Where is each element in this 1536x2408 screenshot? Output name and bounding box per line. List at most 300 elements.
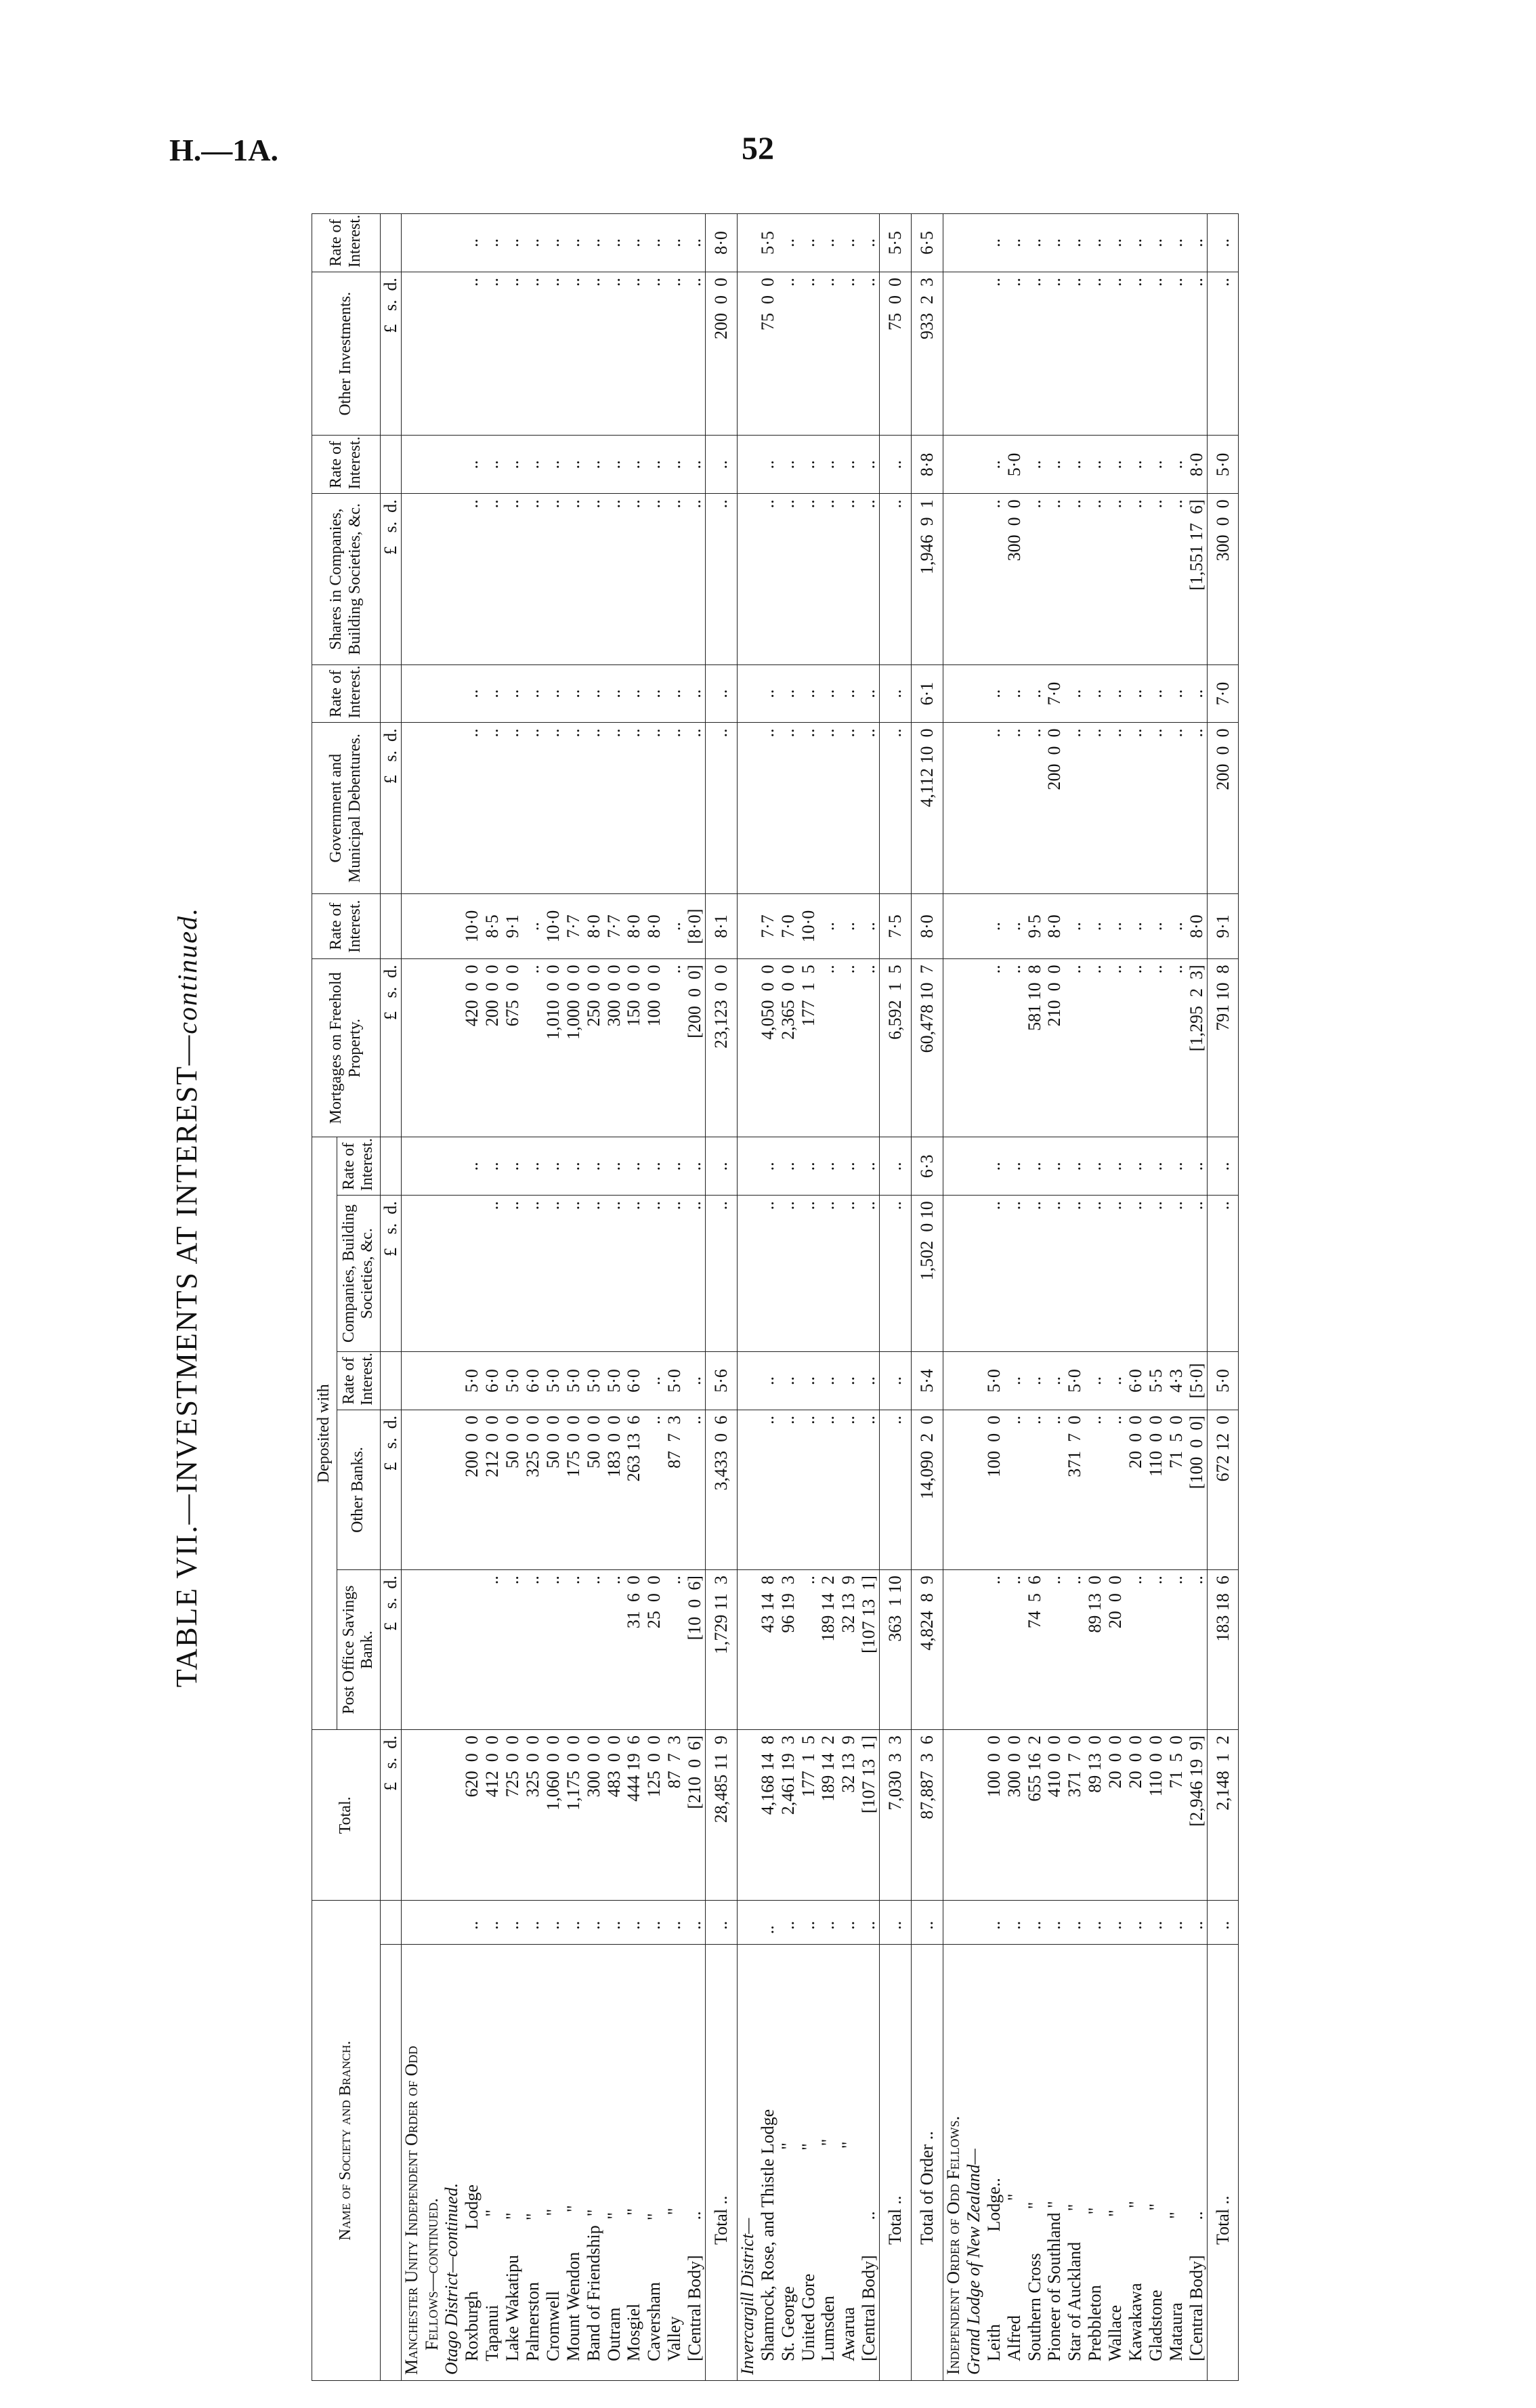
- oth-cell: 200 0 0: [706, 272, 738, 436]
- banks-cell: ..: [644, 1410, 664, 1569]
- rate-cell: 8·8: [912, 436, 943, 494]
- leader-dots: ..: [503, 1901, 523, 1944]
- rate-cell: 8·0: [1187, 436, 1207, 494]
- rate-cell: ..: [1146, 1137, 1166, 1196]
- rate-cell: ..: [685, 664, 705, 723]
- rate-cell: 8·0: [1044, 893, 1065, 959]
- sh-cell: [943, 494, 963, 664]
- mort-cell: ..: [523, 959, 543, 1137]
- comp-cell: ..: [838, 1196, 859, 1352]
- rate-cell: 9·5: [1025, 893, 1045, 959]
- post-cell: 31 6 0: [624, 1570, 644, 1730]
- sh-cell: ..: [1025, 494, 1045, 664]
- oth-cell: [442, 272, 462, 436]
- gov-cell: ..: [543, 723, 563, 893]
- table-title-main: TABLE VII.—INVESTMENTS AT INTEREST—: [170, 1034, 203, 1688]
- total-cell: 100 0 0: [984, 1730, 1004, 1901]
- total-cell: 20 0 0: [1126, 1730, 1146, 1901]
- post-cell: 1,729 11 3: [706, 1570, 738, 1730]
- rate-cell: ..: [1025, 214, 1045, 272]
- rate-cell: ..: [1085, 1137, 1105, 1196]
- oth-cell: ..: [1105, 272, 1126, 436]
- comp-cell: ..: [543, 1196, 563, 1352]
- empty-cell: [380, 436, 401, 494]
- rate-cell: ..: [859, 664, 879, 723]
- rate-cell: ..: [1004, 664, 1025, 723]
- col-mortgages-header: Mortgages on Freehold Property.: [312, 959, 381, 1137]
- post-cell: 96 19 3: [778, 1570, 798, 1730]
- gov-cell: ..: [706, 723, 738, 893]
- gov-cell: [964, 723, 984, 893]
- col-companies-header: Companies, Building Societies, &c.: [337, 1196, 380, 1352]
- row-name: [Central Body] ..: [859, 1944, 879, 2380]
- oth-cell: ..: [1085, 272, 1105, 436]
- row-name: Mataura ": [1166, 1944, 1187, 2380]
- lsd-unit-label: £ s. d.: [380, 1410, 401, 1569]
- oth-cell: ..: [685, 272, 705, 436]
- banks-cell: ..: [1044, 1410, 1065, 1569]
- rate-cell: ..: [503, 664, 523, 723]
- empty-cell: [380, 1901, 401, 1944]
- table-row: [624, 214, 644, 2381]
- rate-cell: ..: [1207, 1137, 1239, 1196]
- rate-cell: ..: [1065, 214, 1085, 272]
- rate-cell: 4·3: [1166, 1352, 1187, 1410]
- leader-dots: ..: [543, 1901, 563, 1944]
- total-cell: 300 0 0: [584, 1730, 604, 1901]
- mort-cell: ..: [984, 959, 1004, 1137]
- rate-cell: 5·4: [912, 1352, 943, 1410]
- rate-cell: 5·5: [1146, 1352, 1166, 1410]
- post-cell: [422, 1570, 442, 1730]
- row-name: Mosgiel ": [624, 1944, 644, 2380]
- total-cell: [401, 1730, 421, 1901]
- total-cell: 87 7 3: [664, 1730, 685, 1901]
- rate-cell: ..: [1187, 214, 1207, 272]
- row-name: Palmerston ": [523, 1944, 543, 2380]
- gov-cell: ..: [644, 723, 664, 893]
- lsd-unit-label: £ s. d.: [380, 494, 401, 664]
- table-row: [604, 214, 624, 2381]
- sh-cell: ..: [880, 494, 912, 664]
- gov-cell: [737, 723, 757, 893]
- comp-cell: ..: [1044, 1196, 1065, 1352]
- rate-cell: ..: [706, 1137, 738, 1196]
- col-deposited-header: Deposited with: [312, 1137, 337, 1730]
- rate-cell: ..: [604, 1137, 624, 1196]
- row-name: Fellows—continued.: [422, 1944, 442, 2380]
- table-row: [1044, 214, 1065, 2381]
- table-row: [798, 214, 819, 2381]
- gov-cell: 200 0 0: [1044, 723, 1065, 893]
- comp-cell: [422, 1196, 442, 1352]
- total-cell: 371 7 0: [1065, 1730, 1085, 1901]
- post-cell: 32 13 9: [838, 1570, 859, 1730]
- row-name: Kawakawa ": [1126, 1944, 1146, 2380]
- total-cell: 177 1 5: [798, 1730, 819, 1901]
- sh-cell: ..: [778, 494, 798, 664]
- table-row: [1187, 214, 1207, 2381]
- gov-cell: ..: [482, 723, 503, 893]
- table-row: [543, 214, 563, 2381]
- post-cell: ..: [1126, 1570, 1146, 1730]
- rate-cell: ..: [778, 1137, 798, 1196]
- empty-cell: [380, 1352, 401, 1410]
- gov-cell: ..: [685, 723, 705, 893]
- post-cell: ..: [563, 1570, 584, 1730]
- rate-cell: ..: [543, 1137, 563, 1196]
- post-cell: ..: [543, 1570, 563, 1730]
- col-post-office-header: Post Office Savings Bank.: [337, 1570, 380, 1730]
- post-cell: 363 1 10: [880, 1570, 912, 1730]
- gov-cell: ..: [1126, 723, 1146, 893]
- mort-cell: 791 10 8: [1207, 959, 1239, 1137]
- rate-cell: ..: [1166, 436, 1187, 494]
- rate-cell: ..: [859, 1137, 879, 1196]
- banks-cell: ..: [758, 1410, 778, 1569]
- rate-cell: [737, 436, 757, 494]
- mort-cell: 23,123 0 0: [706, 959, 738, 1137]
- rate-cell: ..: [604, 214, 624, 272]
- gov-cell: ..: [1065, 723, 1085, 893]
- comp-cell: ..: [584, 1196, 604, 1352]
- mort-cell: 4,050 0 0: [758, 959, 778, 1137]
- leader-dots: ..: [838, 1901, 859, 1944]
- gov-cell: [943, 723, 963, 893]
- col-name-header: Name of Society and Branch.: [312, 1901, 381, 2381]
- row-name: United Gore ": [798, 1944, 819, 2380]
- gov-cell: ..: [1146, 723, 1166, 893]
- sh-cell: ..: [604, 494, 624, 664]
- gov-cell: ..: [778, 723, 798, 893]
- rate-cell: [422, 436, 442, 494]
- gov-cell: ..: [758, 723, 778, 893]
- banks-cell: [737, 1410, 757, 1569]
- oth-cell: ..: [1044, 272, 1065, 436]
- rate-cell: 10·0: [798, 893, 819, 959]
- rate-cell: 5·0: [1207, 1352, 1239, 1410]
- banks-cell: [943, 1410, 963, 1569]
- gov-cell: ..: [984, 723, 1004, 893]
- sh-cell: [1,551 17 6]: [1187, 494, 1207, 664]
- rate-cell: ..: [1004, 1352, 1025, 1410]
- col-other-banks-header: Other Banks.: [337, 1410, 380, 1569]
- total-cell: 4,168 14 8: [758, 1730, 778, 1901]
- oth-cell: ..: [1187, 272, 1207, 436]
- total-cell: 32 13 9: [838, 1730, 859, 1901]
- oth-cell: ..: [563, 272, 584, 436]
- lsd-unit-label: £ s. d.: [380, 1730, 401, 1901]
- comp-cell: ..: [563, 1196, 584, 1352]
- lsd-unit-label: £ s. d.: [380, 959, 401, 1137]
- post-cell: ..: [584, 1570, 604, 1730]
- rate-cell: ..: [1166, 664, 1187, 723]
- total-cell: 725 0 0: [503, 1730, 523, 1901]
- row-name: Alfred ": [1004, 1944, 1025, 2380]
- rate-cell: ..: [482, 436, 503, 494]
- rate-cell: ..: [1105, 893, 1126, 959]
- comp-cell: ..: [778, 1196, 798, 1352]
- rate-cell: ..: [859, 893, 879, 959]
- comp-cell: ..: [1004, 1196, 1025, 1352]
- row-name: Outram ": [604, 1944, 624, 2380]
- mort-cell: [1,295 2 3]: [1187, 959, 1207, 1137]
- mort-cell: ..: [664, 959, 685, 1137]
- rate-cell: ..: [543, 664, 563, 723]
- banks-cell: [422, 1410, 442, 1569]
- comp-cell: [401, 1196, 421, 1352]
- total-cell: 1,060 0 0: [543, 1730, 563, 1901]
- banks-cell: 50 0 0: [543, 1410, 563, 1569]
- table-row: [778, 214, 798, 2381]
- leader-dots: ..: [1025, 1901, 1045, 1944]
- rate-cell: ..: [984, 664, 1004, 723]
- comp-cell: [737, 1196, 757, 1352]
- rate-cell: ..: [462, 214, 482, 272]
- rate-cell: ..: [1146, 214, 1166, 272]
- post-cell: [107 13 1]: [859, 1570, 879, 1730]
- total-row: [912, 214, 943, 2381]
- table-row: [1126, 214, 1146, 2381]
- row-name: Gladstone ": [1146, 1944, 1166, 2380]
- comp-cell: ..: [503, 1196, 523, 1352]
- sh-cell: ..: [523, 494, 543, 664]
- leader-dots: ..: [758, 1901, 778, 1944]
- banks-cell: 325 0 0: [523, 1410, 543, 1569]
- sh-cell: ..: [1105, 494, 1126, 664]
- rate-cell: [964, 436, 984, 494]
- banks-cell: ..: [818, 1410, 838, 1569]
- total-cell: [442, 1730, 462, 1901]
- rate-cell: ..: [859, 214, 879, 272]
- sh-cell: [442, 494, 462, 664]
- gov-cell: ..: [664, 723, 685, 893]
- mort-cell: 210 0 0: [1044, 959, 1065, 1137]
- post-cell: ..: [523, 1570, 543, 1730]
- table-row: [818, 214, 838, 2381]
- comp-cell: ..: [1126, 1196, 1146, 1352]
- sh-cell: 300 0 0: [1207, 494, 1239, 664]
- post-cell: ..: [1187, 1570, 1207, 1730]
- rate-cell: [964, 1352, 984, 1410]
- table-row: [644, 214, 664, 2381]
- row-name: Caversham ": [644, 1944, 664, 2380]
- banks-cell: 14,090 2 0: [912, 1410, 943, 1569]
- rate-cell: ..: [644, 214, 664, 272]
- rate-cell: ..: [1126, 1137, 1146, 1196]
- rate-cell: ..: [798, 214, 819, 272]
- rate-cell: ..: [1004, 214, 1025, 272]
- row-name: Invercargill District—: [737, 1944, 757, 2380]
- rate-cell: ..: [1025, 1137, 1045, 1196]
- banks-cell: 200 0 0: [462, 1410, 482, 1569]
- leader-dots: ..: [880, 1901, 912, 1944]
- oth-cell: [401, 272, 421, 436]
- oth-cell: ..: [664, 272, 685, 436]
- page-number: 52: [742, 131, 774, 167]
- col-rate-header: Rate of Interest.: [312, 893, 381, 959]
- rate-cell: [422, 664, 442, 723]
- rate-cell: ..: [644, 1137, 664, 1196]
- table-row: [1166, 214, 1187, 2381]
- mort-cell: 581 10 8: [1025, 959, 1045, 1137]
- gov-cell: ..: [838, 723, 859, 893]
- banks-cell: [964, 1410, 984, 1569]
- rate-cell: 10·0: [543, 893, 563, 959]
- sh-cell: ..: [1065, 494, 1085, 664]
- total-cell: 87,887 3 6: [912, 1730, 943, 1901]
- rate-cell: 5·5: [880, 214, 912, 272]
- comp-cell: 1,502 0 10: [912, 1196, 943, 1352]
- leader-dots: ..: [984, 1901, 1004, 1944]
- banks-cell: ..: [778, 1410, 798, 1569]
- post-cell: 43 14 8: [758, 1570, 778, 1730]
- rotated-table-sheet: [169, 213, 1341, 2381]
- row-name: Mount Wendon ": [563, 1944, 584, 2380]
- rate-cell: 7·0: [1207, 664, 1239, 723]
- section-row: [943, 214, 963, 2381]
- sh-cell: ..: [818, 494, 838, 664]
- gov-cell: ..: [1166, 723, 1187, 893]
- rate-cell: ..: [1025, 436, 1045, 494]
- rate-cell: ..: [1105, 436, 1126, 494]
- mort-cell: 60,478 10 7: [912, 959, 943, 1137]
- rate-cell: ..: [778, 214, 798, 272]
- sh-cell: ..: [859, 494, 879, 664]
- mort-cell: [442, 959, 462, 1137]
- banks-cell: ..: [1085, 1410, 1105, 1569]
- gov-cell: [401, 723, 421, 893]
- row-name: Total ..: [880, 1944, 912, 2380]
- rate-cell: ..: [838, 436, 859, 494]
- leader-dots: ..: [644, 1901, 664, 1944]
- rate-cell: ..: [523, 214, 543, 272]
- comp-cell: ..: [1146, 1196, 1166, 1352]
- district-row: [964, 214, 984, 2381]
- rate-cell: 5·0: [984, 1352, 1004, 1410]
- rate-cell: [964, 1137, 984, 1196]
- table-row: [838, 214, 859, 2381]
- mort-cell: 2,365 0 0: [778, 959, 798, 1137]
- leader-dots: ..: [798, 1901, 819, 1944]
- mort-cell: [964, 959, 984, 1137]
- comp-cell: ..: [1105, 1196, 1126, 1352]
- total-cell: 7,030 3 3: [880, 1730, 912, 1901]
- rate-cell: 5·0: [584, 1352, 604, 1410]
- table-row: [482, 214, 503, 2381]
- table-row: [1146, 214, 1166, 2381]
- rate-cell: 10·0: [462, 893, 482, 959]
- rate-cell: ..: [798, 436, 819, 494]
- rate-cell: 5·0: [604, 1352, 624, 1410]
- mort-cell: 150 0 0: [624, 959, 644, 1137]
- total-cell: 110 0 0: [1146, 1730, 1166, 1901]
- sh-cell: ..: [838, 494, 859, 664]
- rate-cell: ..: [798, 664, 819, 723]
- rate-cell: ..: [838, 664, 859, 723]
- rate-cell: 7·0: [778, 893, 798, 959]
- post-cell: ..: [503, 1570, 523, 1730]
- table-row: [758, 214, 778, 2381]
- leader-dots: ..: [482, 1901, 503, 1944]
- banks-cell: 672 12 0: [1207, 1410, 1239, 1569]
- row-name: [Central Body] ..: [1187, 1944, 1207, 2380]
- rate-cell: [943, 1352, 963, 1410]
- oth-cell: ..: [818, 272, 838, 436]
- rate-cell: ..: [664, 214, 685, 272]
- gov-cell: ..: [503, 723, 523, 893]
- banks-cell: 71 5 0: [1166, 1410, 1187, 1569]
- oth-cell: [737, 272, 757, 436]
- rate-cell: ..: [1085, 214, 1105, 272]
- gov-cell: ..: [1004, 723, 1025, 893]
- post-cell: [442, 1570, 462, 1730]
- rate-cell: ..: [685, 214, 705, 272]
- rate-cell: ..: [523, 893, 543, 959]
- total-cell: 28,485 11 9: [706, 1730, 738, 1901]
- row-name: Awarua ": [838, 1944, 859, 2380]
- sh-cell: ..: [1146, 494, 1166, 664]
- banks-cell: 20 0 0: [1126, 1410, 1146, 1569]
- sh-cell: ..: [584, 494, 604, 664]
- district-row: [737, 214, 757, 2381]
- sh-cell: 1,946 9 1: [912, 494, 943, 664]
- empty-cell: [380, 1944, 401, 2380]
- sh-cell: ..: [503, 494, 523, 664]
- rate-cell: ..: [563, 214, 584, 272]
- oth-cell: [943, 272, 963, 436]
- mort-cell: ..: [1085, 959, 1105, 1137]
- oth-cell: 75 0 0: [758, 272, 778, 436]
- rate-cell: ..: [818, 1352, 838, 1410]
- row-name: Shamrock, Rose, and Thistle Lodge: [758, 1944, 778, 2380]
- rate-cell: ..: [503, 214, 523, 272]
- table-row: [584, 214, 604, 2381]
- rate-cell: 6·0: [624, 1352, 644, 1410]
- rate-cell: 8·0: [584, 893, 604, 959]
- rate-cell: 8·0: [624, 893, 644, 959]
- banks-cell: ..: [1025, 1410, 1045, 1569]
- rate-cell: ..: [503, 436, 523, 494]
- gov-cell: ..: [859, 723, 879, 893]
- oth-cell: ..: [503, 272, 523, 436]
- banks-cell: 183 0 0: [604, 1410, 624, 1569]
- doc-ref: H.—1A.: [169, 133, 278, 167]
- banks-cell: 87 7 3: [664, 1410, 685, 1569]
- mort-cell: 300 0 0: [604, 959, 624, 1137]
- post-cell: [964, 1570, 984, 1730]
- rate-cell: ..: [584, 214, 604, 272]
- oth-cell: ..: [1004, 272, 1025, 436]
- sh-cell: [401, 494, 421, 664]
- rate-cell: 5·0: [664, 1352, 685, 1410]
- banks-cell: [442, 1410, 462, 1569]
- rate-cell: [737, 1352, 757, 1410]
- rate-cell: ..: [838, 1352, 859, 1410]
- post-cell: 74 5 6: [1025, 1570, 1045, 1730]
- total-cell: 483 0 0: [604, 1730, 624, 1901]
- sh-cell: ..: [543, 494, 563, 664]
- post-cell: 20 0 0: [1105, 1570, 1126, 1730]
- oth-cell: ..: [1166, 272, 1187, 436]
- rate-cell: ..: [758, 664, 778, 723]
- table-row: [1025, 214, 1045, 2381]
- rate-cell: ..: [543, 436, 563, 494]
- rate-cell: 7·0: [1044, 664, 1065, 723]
- oth-cell: ..: [462, 272, 482, 436]
- rate-cell: 7·7: [758, 893, 778, 959]
- rate-cell: [401, 1137, 421, 1196]
